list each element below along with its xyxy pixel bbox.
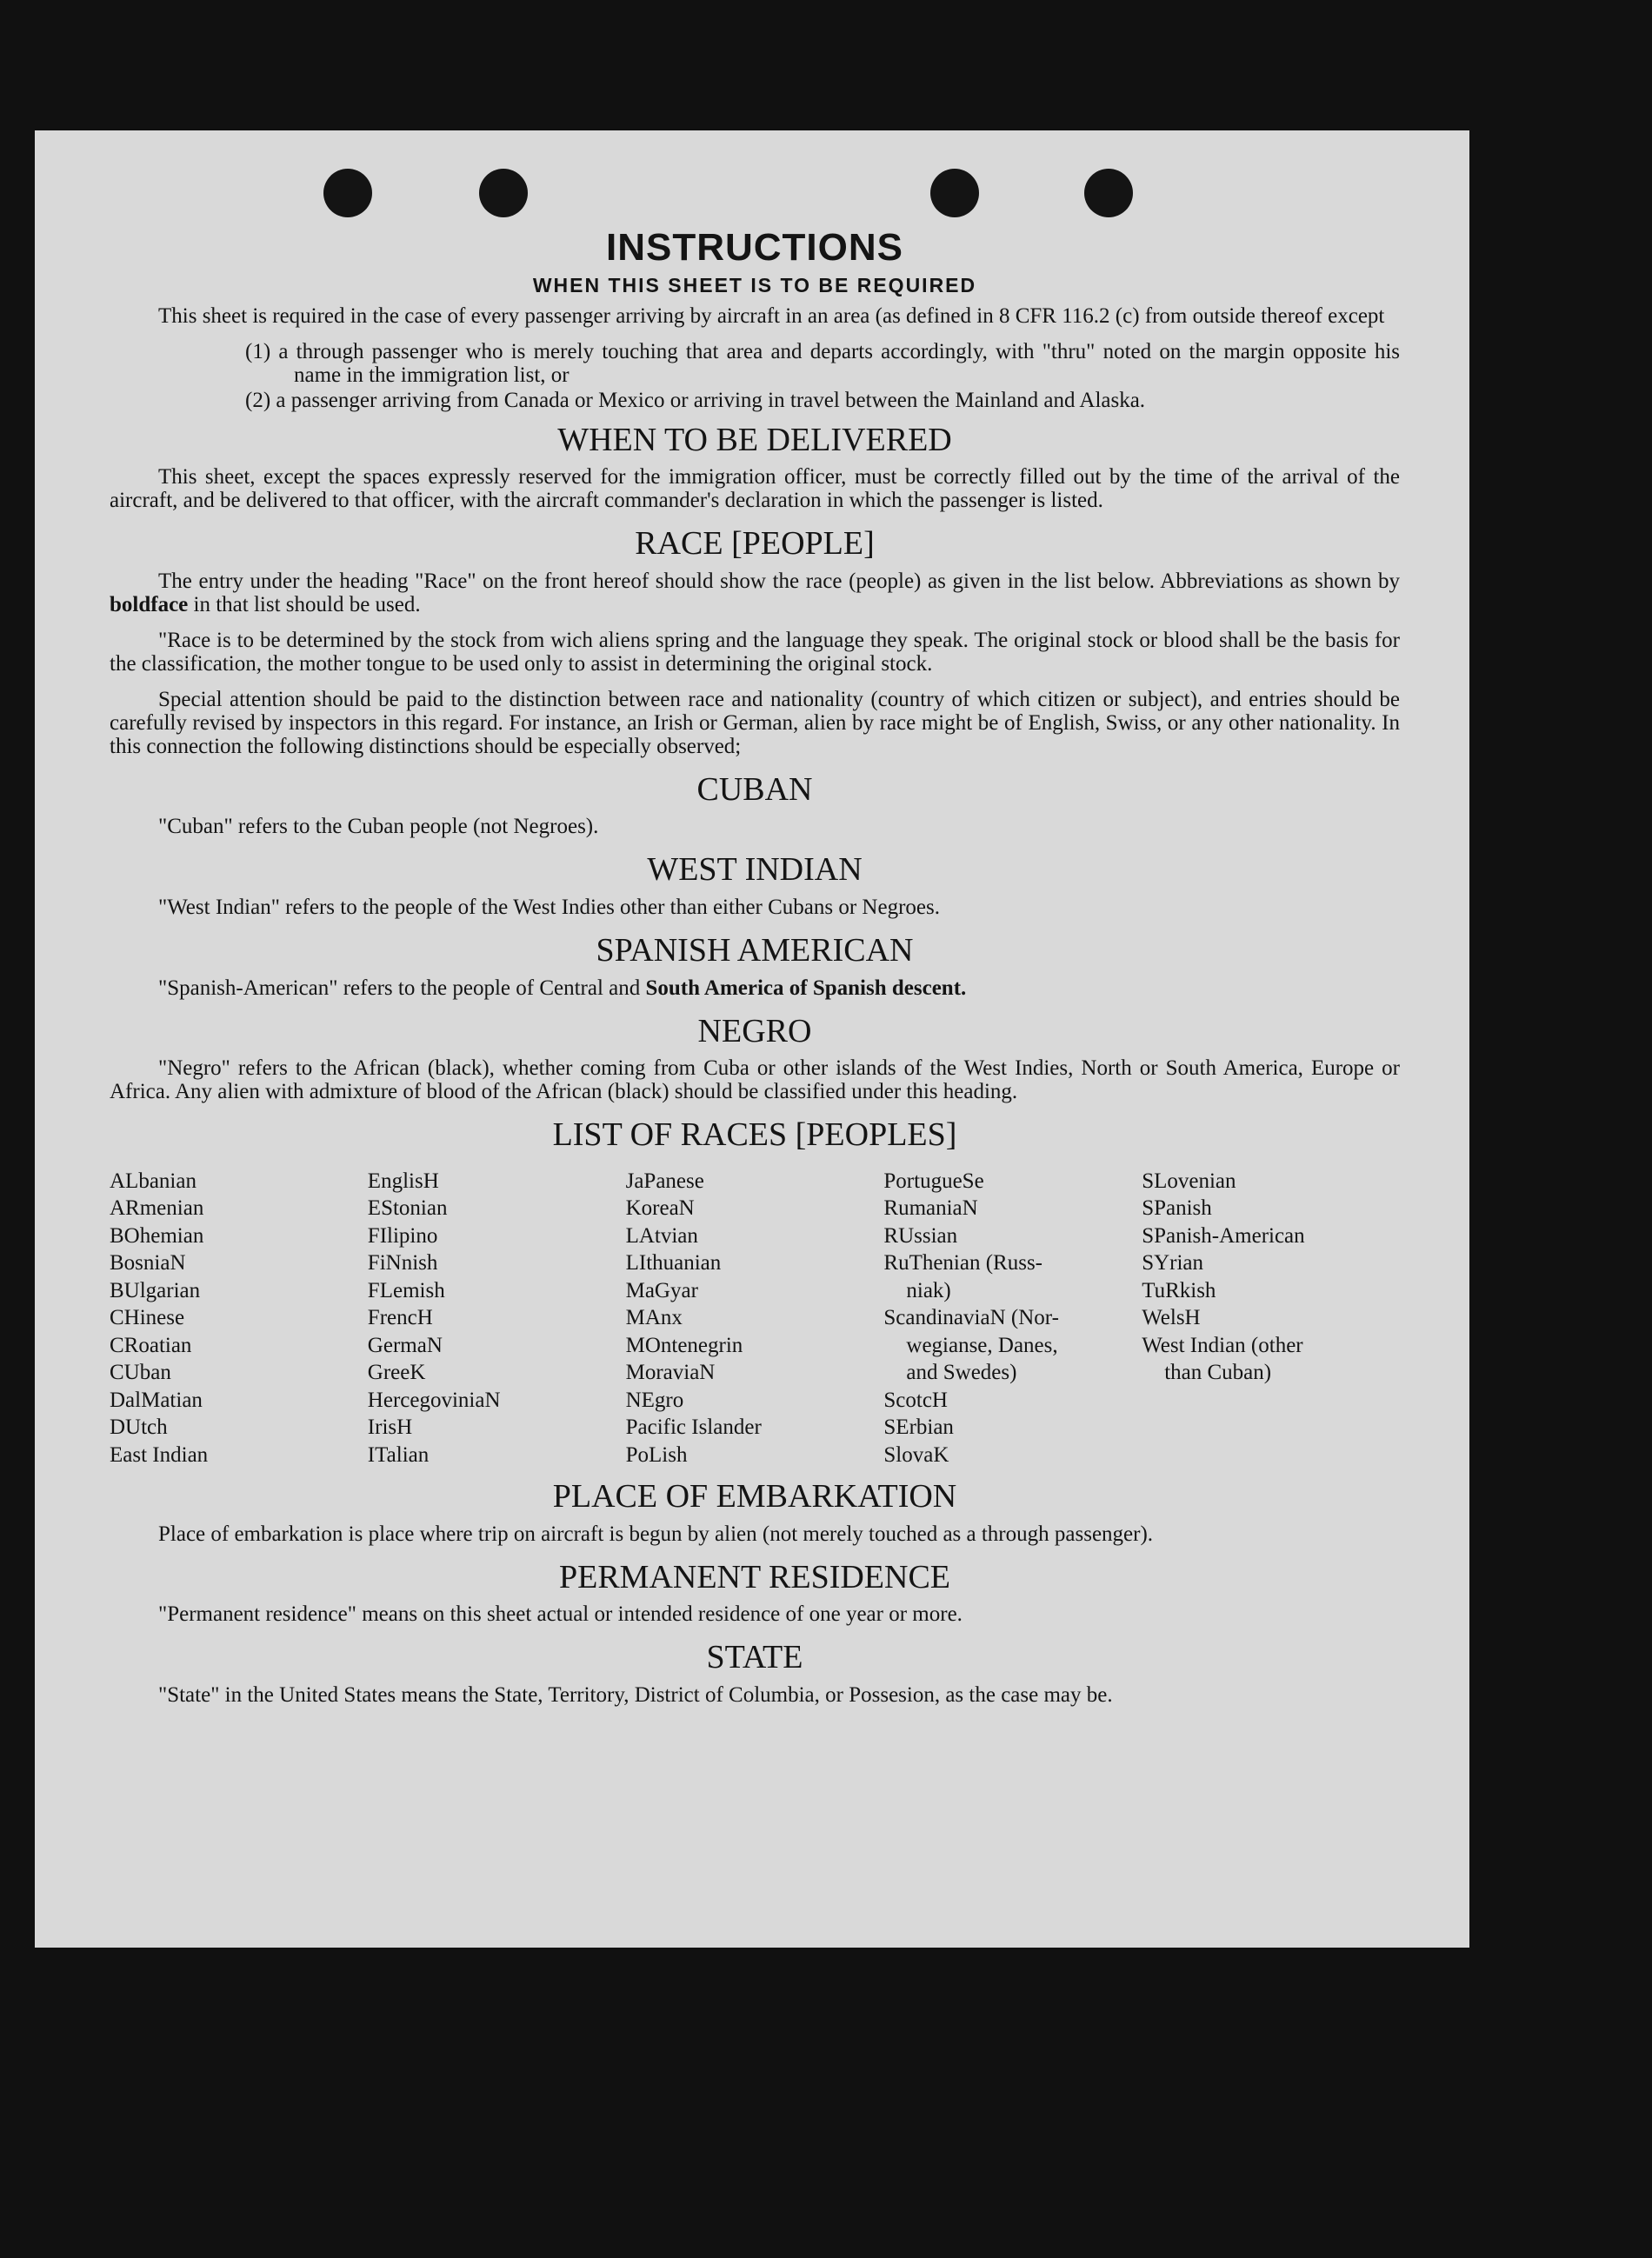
list-of-races-heading: LIST OF RACES [PEOPLES] bbox=[552, 1116, 957, 1154]
list-item: ScandinaviaN (Nor- bbox=[883, 1306, 1059, 1330]
list-item: SPanish-American bbox=[1142, 1223, 1305, 1248]
list-item: wegianse, Danes, bbox=[906, 1333, 1058, 1357]
punch-hole bbox=[323, 169, 372, 217]
state-text: "State" in the United States means the State, Territory, District of Columbia, or Possesion, as the case may be. bbox=[158, 1683, 1113, 1708]
list-item: WelsH bbox=[1142, 1306, 1201, 1330]
embarkation-text: Place of embarkation is place where trip on aircraft is begun by alien (not merely touched as a through passenger). bbox=[158, 1522, 1154, 1546]
races-column-1 bbox=[110, 1168, 368, 1469]
list-item: BosniaN bbox=[110, 1251, 186, 1276]
list-item: CUban bbox=[110, 1361, 171, 1385]
west-indian-heading: WEST INDIAN bbox=[647, 851, 863, 889]
list-item: SlovaK bbox=[883, 1442, 949, 1467]
races-column-2 bbox=[368, 1168, 626, 1469]
list-item: ALbanian bbox=[110, 1169, 197, 1193]
list-of-races bbox=[110, 1168, 1400, 1469]
list-item: CRoatian bbox=[110, 1333, 192, 1357]
list-item: niak) bbox=[906, 1278, 951, 1302]
list-item: HercegoviniaN bbox=[367, 1388, 501, 1412]
spanish-american-text: "Spanish-American" refers to the people of Central and South America of Spanish descent. bbox=[158, 976, 967, 1000]
delivery-text: This sheet, except the spaces expressly reserved for the immigration officer, must be correctly filled out by the time of the arrival of the aircraft, and be delivered to that officer, with the aircraft commander's declaration in which the passenger is listed. bbox=[110, 465, 1400, 513]
page-subtitle: WHEN THIS SHEET IS TO BE REQUIRED bbox=[532, 273, 977, 296]
list-item: TuRkish bbox=[1142, 1278, 1216, 1302]
negro-heading: NEGRO bbox=[697, 1012, 812, 1049]
exception-1: (1) a through passenger who is merely touching that area and departs accordingly, with "thru" noted on the margin opposite his name in the immigration list, or bbox=[245, 339, 1400, 387]
delivery-heading: WHEN TO BE DELIVERED bbox=[557, 421, 952, 458]
list-item: LIthuanian bbox=[625, 1251, 722, 1276]
list-item: MoraviaN bbox=[625, 1361, 716, 1385]
list-item: IrisH bbox=[367, 1415, 413, 1440]
race-paragraph-2: "Race is to be determined by the stock from wich aliens spring and the language they speak. The original stock or blood shall be the basis for the classification, the mother tongue to be used only to assist in determining the original stock. bbox=[110, 628, 1400, 676]
list-item: ScotcH bbox=[883, 1388, 948, 1412]
list-item: PoLish bbox=[625, 1442, 688, 1467]
instruction-sheet bbox=[35, 130, 1469, 1948]
list-item: SPanish bbox=[1142, 1196, 1212, 1221]
list-item: FiNnish bbox=[367, 1251, 438, 1276]
list-item: LAtvian bbox=[625, 1223, 698, 1248]
list-item: and Swedes) bbox=[906, 1361, 1017, 1385]
list-item: MAnx bbox=[625, 1306, 683, 1330]
west-indian-text: "West Indian" refers to the people of the West Indies other than either Cubans or Negroes. bbox=[158, 895, 940, 919]
races-column-4 bbox=[883, 1168, 1142, 1469]
negro-text: "Negro" refers to the African (black), whether coming from Cuba or other islands of the West Indies, North or South America, Europe or Africa. Any alien with admixture of blood of the African (black) should be classified under this heading. bbox=[110, 1056, 1400, 1104]
list-item: RumaniaN bbox=[883, 1196, 978, 1221]
list-item: East Indian bbox=[110, 1442, 209, 1467]
list-item: ARmenian bbox=[110, 1196, 204, 1221]
list-item: West Indian (other bbox=[1142, 1333, 1303, 1357]
list-item: SErbian bbox=[883, 1415, 954, 1440]
list-item: SLovenian bbox=[1142, 1169, 1236, 1193]
punch-hole bbox=[1084, 169, 1133, 217]
list-item: EStonian bbox=[367, 1196, 448, 1221]
state-heading: STATE bbox=[706, 1639, 803, 1676]
list-item: ITalian bbox=[367, 1442, 430, 1467]
requirement-intro: This sheet is required in the case of every passenger arriving by aircraft in an area (as defined in 8 CFR 116.2 (c) from outside thereof except bbox=[158, 303, 1385, 328]
list-item: MOntenegrin bbox=[625, 1333, 743, 1357]
races-column-5 bbox=[1142, 1168, 1400, 1469]
spanish-american-heading: SPANISH AMERICAN bbox=[596, 931, 914, 969]
list-item: MaGyar bbox=[625, 1278, 698, 1302]
list-item: Pacific Islander bbox=[625, 1415, 762, 1440]
exception-2: (2) a passenger arriving from Canada or Mexico or arriving in travel between the Mainland and Alaska. bbox=[245, 388, 1146, 412]
list-item: PortugueSe bbox=[883, 1169, 984, 1193]
list-item: RuThenian (Russ- bbox=[883, 1251, 1043, 1276]
race-paragraph-3: Special attention should be paid to the distinction between race and nationality (country of which citizen or subject), and entries should be carefully revised by inspectors in this regard. For instance, an Irish or German, alien by race might be of English, Swiss, or any other nationality. In this connection the following distinctions should be especially observed; bbox=[110, 687, 1400, 758]
list-item: CHinese bbox=[110, 1306, 185, 1330]
race-paragraph-1: The entry under the heading "Race" on the front hereof should show the race (people) as given in the list below. Abbreviations as shown by boldface in that list should be used. bbox=[110, 569, 1400, 616]
punch-hole bbox=[930, 169, 979, 217]
race-heading: RACE [PEOPLE] bbox=[635, 525, 875, 563]
list-item: FIlipino bbox=[367, 1223, 438, 1248]
embarkation-heading: PLACE OF EMBARKATION bbox=[552, 1478, 957, 1515]
residence-heading: PERMANENT RESIDENCE bbox=[558, 1558, 951, 1595]
list-item: FrencH bbox=[367, 1306, 433, 1330]
list-item: NEgro bbox=[625, 1388, 684, 1412]
list-item: GermaN bbox=[367, 1333, 443, 1357]
list-item: than Cuban) bbox=[1164, 1361, 1272, 1385]
list-item: KoreaN bbox=[625, 1196, 695, 1221]
list-item: SYrian bbox=[1142, 1251, 1204, 1276]
list-item: DalMatian bbox=[110, 1388, 203, 1412]
list-item: DUtch bbox=[110, 1415, 168, 1440]
list-item: RUssian bbox=[883, 1223, 958, 1248]
races-column-3 bbox=[626, 1168, 884, 1469]
list-item: BOhemian bbox=[110, 1223, 204, 1248]
cuban-text: "Cuban" refers to the Cuban people (not Negroes). bbox=[158, 815, 599, 839]
punch-hole bbox=[479, 169, 528, 217]
cuban-heading: CUBAN bbox=[696, 770, 813, 808]
list-item: EnglisH bbox=[367, 1169, 439, 1193]
list-item: GreeK bbox=[367, 1361, 426, 1385]
list-item: JaPanese bbox=[625, 1169, 704, 1193]
list-item: BUlgarian bbox=[110, 1278, 201, 1302]
residence-text: "Permanent residence" means on this sheet actual or intended residence of one year or more. bbox=[158, 1602, 963, 1627]
list-item: FLemish bbox=[367, 1278, 445, 1302]
page-title: INSTRUCTIONS bbox=[606, 226, 903, 269]
